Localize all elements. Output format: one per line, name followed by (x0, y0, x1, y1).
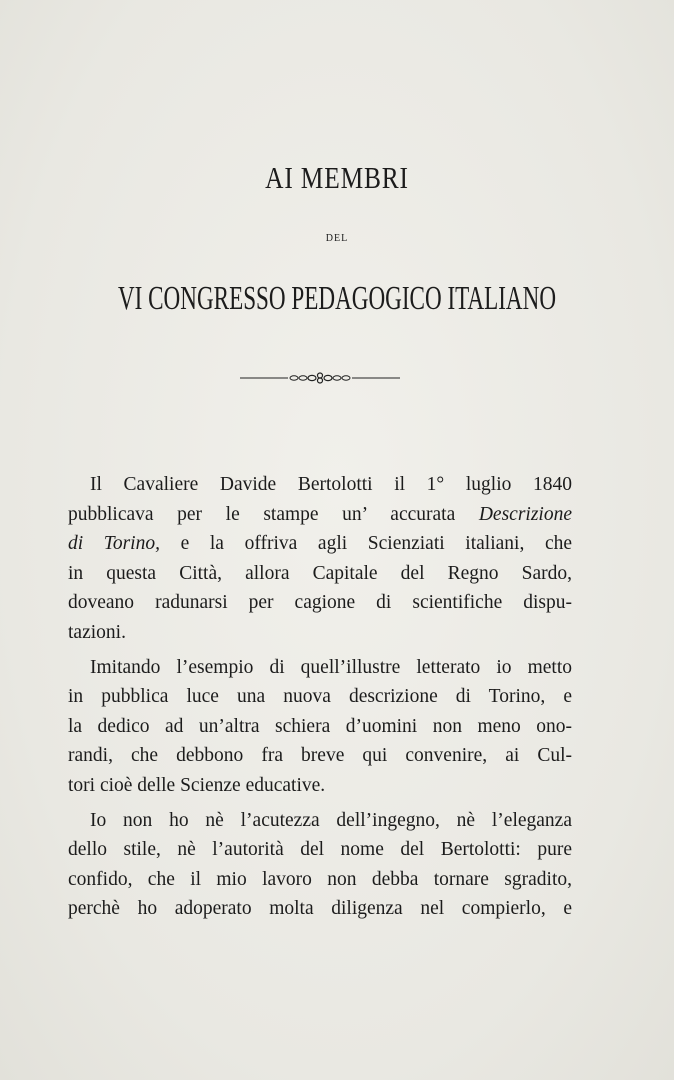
paragraph-2-line-5: tori cioè delle Scienze educative. (68, 774, 326, 796)
italic-title-run: Descrizione (478, 503, 572, 525)
paragraph-2-line-3: la dedico ad un’altra schiera d’uomini non meno ono- (68, 715, 572, 737)
paragraph-2-line-2: in pubblica luce una nuova descrizione di Torino, e (68, 686, 572, 708)
paragraph-1-line-3 (68, 529, 572, 559)
paragraph-3-line-3: confido, che il mio lavoro non debba tornare sgradito, (68, 868, 572, 890)
paragraph-3-line-4: perchè ho adoperato molta diligenza nel compierlo, e (68, 898, 572, 920)
title-line-1: AI MEMBRI (265, 160, 409, 195)
title-line-2: VI CONGRESSO PEDAGOGICO ITALIANO (117, 280, 557, 317)
title-del: DEL (325, 233, 349, 244)
ornament-divider-icon (240, 372, 400, 384)
italic-title-run: di Torino, (68, 533, 160, 555)
paragraph-2-line-1: Imitando l’esempio di quell’illustre letterato io metto (90, 656, 572, 678)
paragraph-1-line-1: Il Cavaliere Davide Bertolotti il 1° luglio 1840 (90, 474, 572, 495)
paragraph-1-line-6: tazioni. (68, 621, 126, 643)
paragraph-3-line-2: dello stile, nè l’autorità del nome del Bertolotti: pure (68, 839, 572, 861)
paragraph-1-line-2 (68, 500, 572, 530)
paragraph-2-line-4: randi, che debbono fra breve qui convenire, ai Cul- (68, 745, 572, 767)
text-run: pubblicava per le stampe un’ accurata (68, 503, 479, 525)
text-run: e la offriva agli Scienziati italiani, che (159, 533, 572, 555)
body-text (68, 470, 572, 924)
paragraph-1-line-5: doveano radunarsi per cagione di scientifiche dispu- (68, 592, 572, 614)
paragraph-3-line-1: Io non ho nè l’acutezza dell’ingegno, nè l’eleganza (90, 809, 572, 831)
paragraph-1-line-4: in questa Città, allora Capitale del Regno Sardo, (68, 562, 572, 584)
